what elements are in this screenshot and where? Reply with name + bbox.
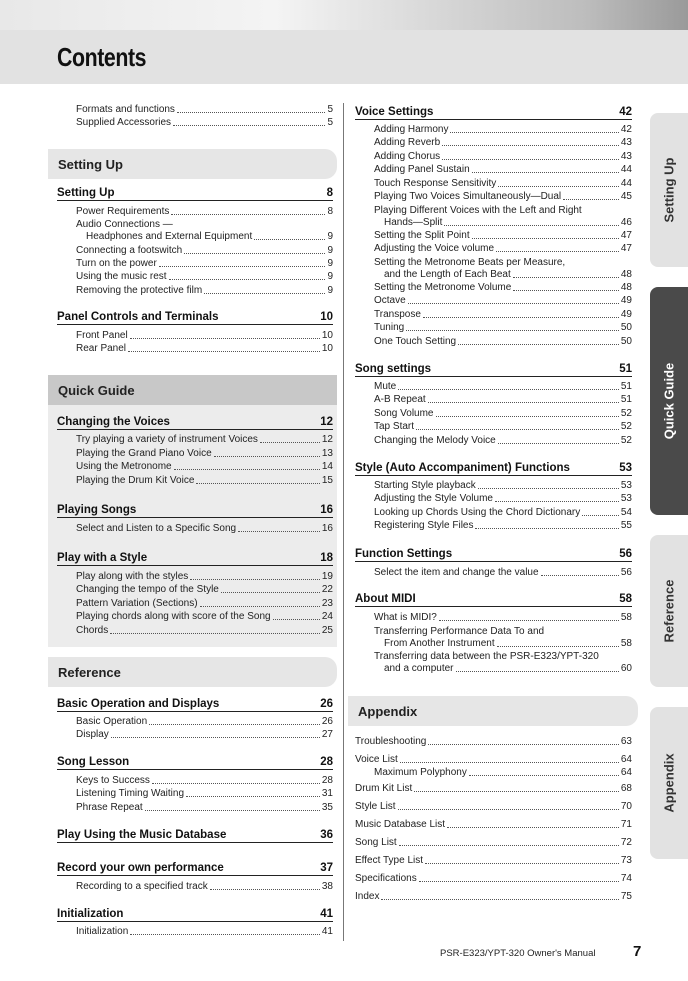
toc-heading[interactable]: Function Settings 56 bbox=[355, 544, 632, 562]
toc-entry[interactable]: Play along with the styles 19 bbox=[76, 571, 333, 582]
tab-reference[interactable]: Reference bbox=[650, 535, 688, 687]
toc-entry[interactable]: Registering Style Files 55 bbox=[374, 520, 632, 531]
toc-entry[interactable]: Index 75 bbox=[355, 891, 632, 902]
toc-entry[interactable]: Select the item and change the value 56 bbox=[374, 567, 632, 578]
toc-entry[interactable]: Music Database List 71 bbox=[355, 819, 632, 830]
toc-entry[interactable]: Display 27 bbox=[76, 729, 333, 740]
toc-entry[interactable]: Removing the protective film 9 bbox=[76, 285, 333, 296]
toc-entry[interactable]: Using the Metronome 14 bbox=[76, 461, 333, 472]
toc-entry[interactable]: Using the music rest 9 bbox=[76, 271, 333, 282]
section-reference[interactable]: Reference bbox=[48, 657, 337, 687]
section-quick-guide[interactable]: Quick Guide bbox=[48, 375, 337, 405]
toc-entry[interactable]: Power Requirements 8 bbox=[76, 206, 333, 217]
toc-heading[interactable]: Changing the Voices 12 bbox=[57, 412, 333, 430]
toc-entry[interactable]: Initialization 41 bbox=[76, 926, 333, 937]
toc-entry[interactable]: Changing the Melody Voice 52 bbox=[374, 435, 632, 446]
toc-heading[interactable]: Initialization 41 bbox=[57, 904, 333, 922]
toc-entry[interactable]: Tuning 50 bbox=[374, 322, 632, 333]
toc-entry[interactable]: Transferring data between the PSR-E323/YPT-320 and a computer 60 bbox=[374, 651, 632, 674]
toc-entry[interactable]: Rear Panel 10 bbox=[76, 343, 333, 354]
toc-heading[interactable]: Style (Auto Accompaniment) Functions 53 bbox=[355, 458, 632, 476]
tab-appendix[interactable]: Appendix bbox=[650, 707, 688, 859]
section-appendix[interactable]: Appendix bbox=[348, 696, 638, 726]
toc-entry[interactable]: Voice List 64 bbox=[355, 754, 632, 765]
toc-entry[interactable]: Tap Start 52 bbox=[374, 421, 632, 432]
toc-entry[interactable]: Troubleshooting 63 bbox=[355, 736, 632, 747]
toc-entry[interactable]: Playing Two Voices Simultaneously—Dual 45 bbox=[374, 191, 632, 202]
toc-heading[interactable]: Song settings 51 bbox=[355, 359, 632, 377]
toc-entry[interactable]: One Touch Setting 50 bbox=[374, 336, 632, 347]
toc-heading[interactable]: Playing Songs 16 bbox=[57, 500, 333, 518]
toc-entry[interactable]: Formats and functions 5 bbox=[76, 104, 333, 115]
section-setting-up[interactable]: Setting Up bbox=[48, 149, 337, 179]
toc-entry[interactable]: Adding Reverb 43 bbox=[374, 137, 632, 148]
toc-entry[interactable]: Changing the tempo of the Style 22 bbox=[76, 584, 333, 595]
toc-entry[interactable]: Maximum Polyphony 64 bbox=[374, 767, 632, 778]
toc-entry[interactable]: Octave 49 bbox=[374, 295, 632, 306]
toc-entry[interactable]: Song List 72 bbox=[355, 837, 632, 848]
toc-entry[interactable]: A-B Repeat 51 bbox=[374, 394, 632, 405]
toc-entry[interactable]: Setting the Split Point 47 bbox=[374, 230, 632, 241]
toc-entry[interactable]: Adjusting the Voice volume 47 bbox=[374, 243, 632, 254]
toc-entry[interactable]: Basic Operation 26 bbox=[76, 716, 333, 727]
toc-entry[interactable]: Style List 70 bbox=[355, 801, 632, 812]
column-divider bbox=[343, 103, 344, 941]
toc-entry[interactable]: Adding Harmony 42 bbox=[374, 124, 632, 135]
toc-entry[interactable]: Front Panel 10 bbox=[76, 330, 333, 341]
toc-entry[interactable]: Adding Panel Sustain 44 bbox=[374, 164, 632, 175]
toc-entry[interactable]: Transpose 49 bbox=[374, 309, 632, 320]
toc-entry[interactable]: Select and Listen to a Specific Song 16 bbox=[76, 523, 333, 534]
toc-heading[interactable]: Play Using the Music Database 36 bbox=[57, 825, 333, 843]
toc-entry[interactable]: Recording to a specified track 38 bbox=[76, 881, 333, 892]
toc-heading[interactable]: Song Lesson 28 bbox=[57, 752, 333, 770]
toc-heading[interactable]: About MIDI 58 bbox=[355, 589, 632, 607]
toc-entry[interactable]: Starting Style playback 53 bbox=[374, 480, 632, 491]
toc-heading[interactable]: Record your own performance 37 bbox=[57, 858, 333, 876]
toc-entry[interactable]: Drum Kit List 68 bbox=[355, 783, 632, 794]
toc-entry[interactable]: Try playing a variety of instrument Voices 12 bbox=[76, 434, 333, 445]
page-title: Contents bbox=[57, 42, 147, 72]
toc-entry[interactable]: Supplied Accessories 5 bbox=[76, 117, 333, 128]
toc-entry[interactable]: Connecting a footswitch 9 bbox=[76, 245, 333, 256]
tab-quick-guide[interactable]: Quick Guide bbox=[650, 287, 688, 515]
toc-heading[interactable]: Play with a Style 18 bbox=[57, 548, 333, 566]
toc-entry[interactable]: Playing chords along with score of the Song 24 bbox=[76, 611, 333, 622]
toc-heading[interactable]: Setting Up 8 bbox=[57, 183, 333, 201]
toc-entry[interactable]: What is MIDI? 58 bbox=[374, 612, 632, 623]
toc-entry[interactable]: Mute 51 bbox=[374, 381, 632, 392]
toc-entry[interactable]: Listening Timing Waiting 31 bbox=[76, 788, 333, 799]
toc-entry[interactable]: Turn on the power 9 bbox=[76, 258, 333, 269]
toc-entry[interactable]: Effect Type List 73 bbox=[355, 855, 632, 866]
toc-entry[interactable]: Song Volume 52 bbox=[374, 408, 632, 419]
toc-entry[interactable]: Phrase Repeat 35 bbox=[76, 802, 333, 813]
toc-entry[interactable]: Pattern Variation (Sections) 23 bbox=[76, 598, 333, 609]
footer-page-number: 7 bbox=[633, 943, 642, 960]
toc-entry[interactable]: Audio Connections — Headphones and External Equipment 9 bbox=[76, 219, 333, 242]
header-decoration bbox=[0, 0, 688, 30]
toc-entry[interactable]: Looking up Chords Using the Chord Dictionary 54 bbox=[374, 507, 632, 518]
toc-entry[interactable]: Setting the Metronome Volume 48 bbox=[374, 282, 632, 293]
toc-entry[interactable]: Touch Response Sensitivity 44 bbox=[374, 178, 632, 189]
toc-entry[interactable]: Adjusting the Style Volume 53 bbox=[374, 493, 632, 504]
toc-entry[interactable]: Keys to Success 28 bbox=[76, 775, 333, 786]
footer-manual-name: PSR-E323/YPT-320 Owner's Manual bbox=[440, 948, 596, 959]
toc-entry[interactable]: Chords 25 bbox=[76, 625, 333, 636]
toc-entry[interactable]: Adding Chorus 43 bbox=[374, 151, 632, 162]
toc-entry[interactable]: Setting the Metronome Beats per Measure, and the Length of Each Beat 48 bbox=[374, 257, 632, 280]
tab-setting-up[interactable]: Setting Up bbox=[650, 113, 688, 267]
toc-entry[interactable]: Transferring Performance Data To and From Another Instrument 58 bbox=[374, 626, 632, 649]
toc-heading[interactable]: Panel Controls and Terminals 10 bbox=[57, 307, 333, 325]
toc-entry[interactable]: Specifications 74 bbox=[355, 873, 632, 884]
toc-entry[interactable]: Playing the Drum Kit Voice 15 bbox=[76, 475, 333, 486]
toc-entry[interactable]: Playing Different Voices with the Left and Right Hands—Split 46 bbox=[374, 205, 632, 228]
toc-entry[interactable]: Playing the Grand Piano Voice 13 bbox=[76, 448, 333, 459]
toc-heading[interactable]: Voice Settings 42 bbox=[355, 102, 632, 120]
toc-heading[interactable]: Basic Operation and Displays 26 bbox=[57, 694, 333, 712]
